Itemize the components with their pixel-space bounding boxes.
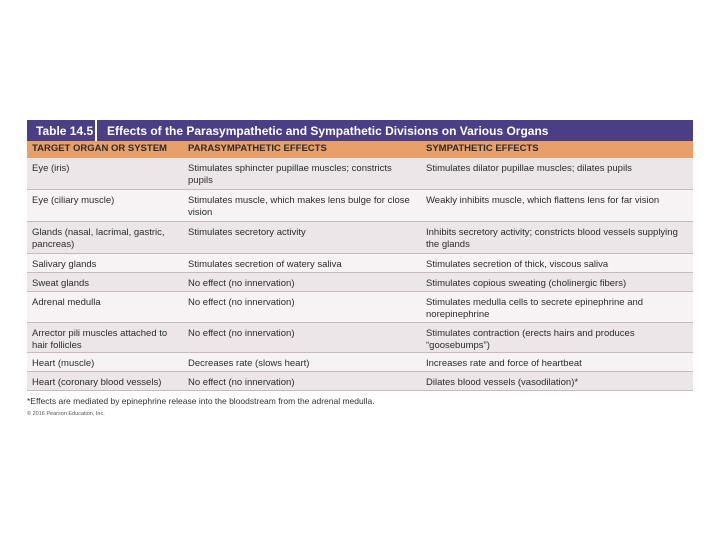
parasympathetic-cell: Stimulates secretion of watery saliva bbox=[188, 259, 342, 270]
header-sympathetic: SYMPATHETIC EFFECTS bbox=[426, 142, 539, 154]
table-row bbox=[27, 222, 693, 254]
organ-cell: Glands (nasal, lacrimal, gastric, pancreas) bbox=[32, 227, 165, 250]
organ-cell: Heart (muscle) bbox=[32, 358, 95, 369]
table-row bbox=[27, 372, 693, 391]
parasympathetic-cell: No effect (no innervation) bbox=[188, 297, 295, 308]
table-row bbox=[27, 254, 693, 273]
organ-cell: Sweat glands bbox=[32, 278, 90, 289]
organ-cell: Heart (coronary blood vessels) bbox=[32, 377, 162, 388]
organ-cell: Adrenal medulla bbox=[32, 297, 101, 308]
parasympathetic-cell: Stimulates muscle, which makes lens bulge for close vision bbox=[188, 195, 410, 218]
table-row bbox=[27, 273, 693, 292]
parasympathetic-cell: No effect (no innervation) bbox=[188, 278, 295, 289]
parasympathetic-cell: Stimulates secretory activity bbox=[188, 227, 306, 238]
table-row bbox=[27, 353, 693, 372]
table-row bbox=[27, 292, 693, 323]
table-footnote: *Effects are mediated by epinephrine release into the bloodstream from the adrenal medulla. bbox=[27, 396, 375, 406]
sympathetic-cell: Inhibits secretory activity; constricts blood vessels supplying the glands bbox=[426, 227, 678, 250]
header-parasympathetic: PARASYMPATHETIC EFFECTS bbox=[188, 142, 327, 154]
organ-cell: Salivary glands bbox=[32, 259, 97, 270]
parasympathetic-cell: No effect (no innervation) bbox=[188, 377, 295, 388]
sympathetic-cell: Stimulates medulla cells to secrete epinephrine and norepinephrine bbox=[426, 297, 644, 320]
table-title-bar bbox=[27, 120, 693, 141]
table-row bbox=[27, 158, 693, 190]
sympathetic-cell: Stimulates secretion of thick, viscous saliva bbox=[426, 259, 609, 270]
parasympathetic-cell: Stimulates sphincter pupillae muscles; constricts pupils bbox=[188, 163, 392, 186]
parasympathetic-cell: No effect (no innervation) bbox=[188, 328, 295, 339]
table-title: Effects of the Parasympathetic and Sympathetic Divisions on Various Organs bbox=[107, 123, 549, 138]
sympathetic-cell: Stimulates copious sweating (cholinergic fibers) bbox=[426, 278, 627, 289]
organ-cell: Eye (iris) bbox=[32, 163, 70, 174]
sympathetic-cell: Stimulates dilator pupillae muscles; dilates pupils bbox=[426, 163, 632, 174]
header-target-organ: TARGET ORGAN OR SYSTEM bbox=[32, 142, 167, 154]
sympathetic-cell: Stimulates contraction (erects hairs and produces “goosebumps”) bbox=[426, 328, 635, 351]
table-row bbox=[27, 190, 693, 222]
organ-cell: Eye (ciliary muscle) bbox=[32, 195, 115, 206]
parasympathetic-cell: Decreases rate (slows heart) bbox=[188, 358, 310, 369]
effects-table bbox=[27, 120, 693, 391]
copyright-notice: © 2016 Pearson Education, Inc. bbox=[27, 411, 105, 417]
table-row bbox=[27, 323, 693, 353]
table-number: Table 14.5 bbox=[27, 120, 97, 141]
sympathetic-cell: Increases rate and force of heartbeat bbox=[426, 358, 582, 369]
sympathetic-cell: Dilates blood vessels (vasodilation)* bbox=[426, 377, 579, 388]
table-header-row bbox=[27, 141, 693, 158]
organ-cell: Arrector pili muscles attached to hair follicles bbox=[32, 328, 168, 351]
sympathetic-cell: Weakly inhibits muscle, which flattens lens for far vision bbox=[426, 195, 660, 206]
